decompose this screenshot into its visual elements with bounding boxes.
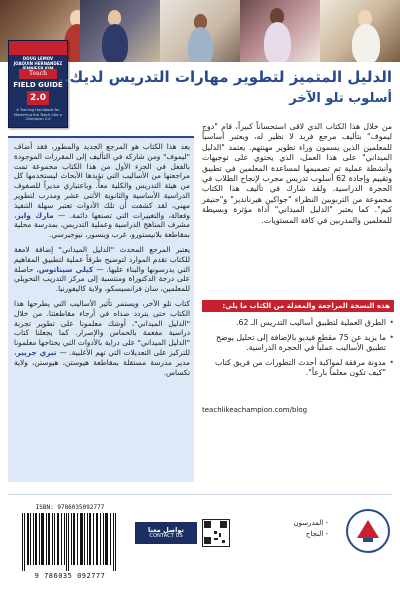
feature-item: • الطرق العملية لتطبيق أساليب التدريس الـ 62. [202,318,394,329]
cover-guide-title: FIELD GUIDE [13,81,63,89]
testimonial [14,299,190,377]
page-subtitle: أسلوب تلو الآخر [289,91,392,106]
category-item: - النجاح [305,530,328,538]
testimonial-quote: يعد هذا الكتاب هو المرجع الجديد والمطور، فقد أضاف "ليموف" ومن شاركه في التأليف إلى المقررات الموجودة بالفعل في الجزء الأول من هذا الكتاب مجموعة تمت مراجعتها من الأساليب التي تؤيدها الأبحاث ليستخدمها كل من هيئة التدريس والكلية معاً. وباعتباري مديراً للصفوف الدراسية الأساسية والثانوية الأثنى عشر ومدرب لتطوير مهني، لقد كشفت أن تلك الأدوات تعتبر سهلة التنفيذ وفعالة، والتغييرات التي تصنعها دائمة. [14,142,190,220]
page-title: الدليل المتميز لتطوير مهارات التدريس لديك.. [58,68,392,86]
cover-brand: Teach [19,69,57,79]
testimonials [14,142,190,382]
barcode-block [16,504,124,584]
testimonial-affiliation: ، مدير مدرسة مستقلة بمقاطعة هيوستن، هيوستن، ولاية تكساس. [14,347,190,377]
testimonial-affiliation: ، مشرف المناهج الدراسية وعملية التدريس، بمدرسة محلية بمقاطعة بلانيستورو، غرب وينسور، نيوجيرسي. [14,210,190,240]
testimonial-dash: — [56,347,67,357]
qr-code-icon[interactable] [202,519,230,547]
category-list [238,518,328,540]
book-description: من خلال هذا الكتاب الذي لاقى استحساناً كبيراً، قام "دوج ليموف" بتأليف مرجع فريد لا نظير له، ويعتبر أساسياً للمعلمين الذين يسمون وراء تطوير مهنتهم. يعتمد "الدليل الميداني" على هذا العمل، الذي يحتوي على توجيهات وأنشطة عملية تم تصميمها لمساعدة المعلمين في تطبيق وتقييم وإجادة 62 أسلوب تدريس مجرب لإنجاح الطلاب في الحجرة الدراسية. ولقد شارك في تأليف هذا الكتاب مجموعة من التربويين النظراء "جواكين هيرنانديز" و"جنيفر كيم". كما يعتبر "الدليل الميداني" أداة مؤثرة وبسيطة للمعلمين والمدربين في كافة المستويات. [202,122,392,225]
cover-authors: DOUG LEMOV JOAQUIN HERNANDEZ [13,56,63,66]
divider [8,494,392,495]
feature-item: • ما يزيد عن 75 مقطع فيديو بالإضافة إلى تحليل يوضح تطبيق الأساليب عملياً في الحجرة الدراسية. [202,333,394,354]
barcode-number: 9 786035 092777 [34,572,106,580]
testimonial [14,142,190,240]
testimonial-dash: — [53,210,66,220]
classroom-photo [80,0,160,62]
testimonial-quote: يعتبر المرجع المحدث "الدليل الميداني" إضافة لامعة للكتاب تقدم الموارد لتوضيح طرقاً عملية لتطبيق المفاهيم التي يدرسونها والبناء عليها. [14,244,190,274]
barcode-icon [20,513,120,571]
cover-stripe [9,41,67,55]
testimonial-affiliation: ، حاصلة على درجة الدكتوراة ومنتسبة إلى مركز التدريب التحويلي للمعلمين، سان فرانسيسكو، ولاية كاليفورنيا. [14,264,190,294]
isbn-label: ISBN: 9786035092777 [35,504,105,511]
blog-link[interactable]: teachlikeachampion.com/blog [202,406,308,414]
feature-item: • مدونة مرفقة لمواكبة أحدث التطورات من فريق كتاب "كيف تكون معلماً بارعاً". [202,358,394,379]
feature-list [202,318,394,383]
cover-subtitle: A Training Handbook for Mastering the Teach Like a Champion 2.0 [14,108,62,121]
contact-label-ar: تواصل معنا [148,526,184,534]
testimonial-author: كيلي سيناتوس [38,264,94,274]
contact-us-button[interactable] [135,522,197,544]
classroom-photo [320,0,400,62]
publisher-logo-icon [345,508,391,554]
category-item: - المدرسون [293,519,328,527]
classroom-photo [160,0,240,62]
testimonial-author: تيري جريير [16,347,57,357]
contact-label-en: CONTACT US [149,533,183,539]
testimonial-quote: كتاب تلو الآخر، ويستمر تأثير الأساليب التي يطرحها هذا الكتاب حتى يتردد صداه في أرجاء مقاطعتنا. من خلال "الدليل الميداني"، أوشك معلمونا على تطوير تجربة دراسية مفعمة بالحماس والإصرار. كما يجعلنا كتاب "الدليل الميداني" على دراية بالأدوات التي يحتاجها معلمونا للتركيز على التعديلات التي تهم الأغلبية. [14,298,190,357]
cover-version: 2.0 [27,91,49,105]
revised-edition-banner: هذه النسخة المراجعة والمعدلة من الكتاب ما يلي: [202,300,394,312]
classroom-photo [240,0,320,62]
testimonial [14,245,190,294]
testimonial-author: مارك وايز [16,210,54,220]
testimonial-dash: — [93,264,104,274]
